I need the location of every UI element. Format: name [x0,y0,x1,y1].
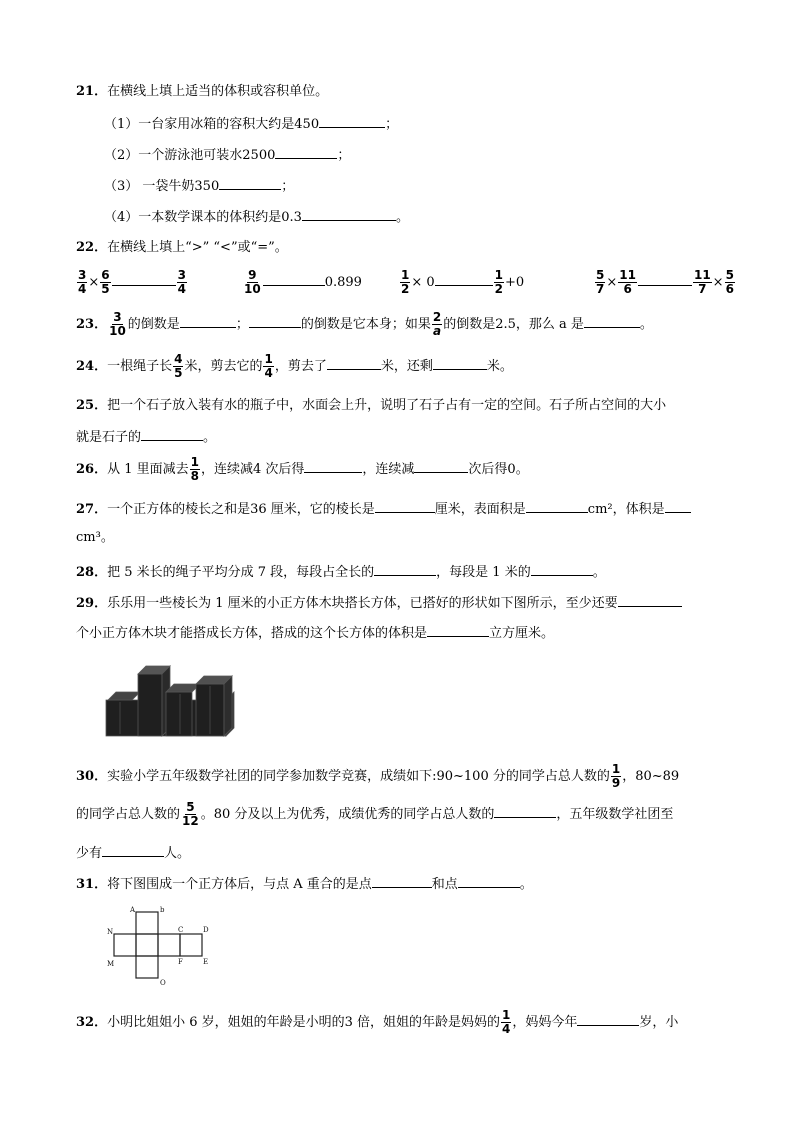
answer-blank[interactable] [327,355,381,370]
vertex-label-E: E [203,958,209,966]
q26-number: 26． [76,462,108,477]
q21-item-1 [104,113,398,135]
q22-compare-2 [242,266,362,300]
answer-blank[interactable] [414,458,468,473]
answer-blank[interactable] [141,426,203,441]
fraction: $\frac{1}{4}$ [502,1008,511,1036]
q27-number: 27． [76,502,108,517]
fraction: $\frac{3}{10}$ [109,310,126,338]
times-sign: × [606,275,618,290]
fraction: $\frac{5}{6}$ [725,268,734,296]
q21-item-2 [104,144,350,166]
q27-line-2: cm³。 [76,530,114,545]
fraction: $\frac{6}{5}$ [101,268,110,296]
answer-blank[interactable] [375,498,435,513]
fraction: $\frac{5}{7}$ [596,268,605,296]
fraction: $\frac{1}{9}$ [611,762,621,790]
fraction: $\frac{2}{a}$ [432,310,442,338]
answer-blank[interactable] [494,803,556,818]
q28-line: 28．把 5 米长的绳子平均分成 7 段，每段占全长的 ，每段是 1 米的 。 [76,561,606,583]
q22-compare-4 [594,266,736,300]
q31-line: 31．将下图围成一个正方体后，与点 A 重合的是点 和点 。 [76,873,533,895]
q21-stem: 在横线上填上适当的体积或容积单位。 [107,84,329,99]
q31-number: 31． [76,877,108,892]
answer-blank[interactable] [526,498,588,513]
q29-line-2: 个小正方体木块才能搭成长方体，搭成的这个长方体的体积是 立方厘米。 [76,622,554,644]
answer-blank[interactable] [618,592,682,607]
answer-blank[interactable] [302,206,396,221]
q21-item-2-text: （2）一个游泳池可装水2500 [104,148,276,163]
q32-number: 32． [76,1015,108,1030]
q21-item-1-end: ； [385,117,399,132]
times-zero: × 0 [411,275,435,290]
fraction: $\frac{11}{7}$ [693,268,711,296]
vertex-label-B: b [160,906,165,914]
fraction: $\frac{4}{5}$ [174,352,183,380]
q22-stem: 在横线上填上“>” “<”或“=”。 [107,240,288,255]
q21-item-4-end: 。 [395,210,409,225]
compare-blank[interactable] [638,271,692,286]
block-structure-figure [100,660,240,740]
answer-blank[interactable] [180,313,236,328]
answer-blank[interactable] [304,458,362,473]
answer-blank[interactable] [319,113,385,128]
q26-line: 26．从 1 里面减去 $\frac{1}{8}$ ，连续减4 次后得 ，连续减 次后得0。 [76,455,529,483]
q30-line-1: 30．实验小学五年级数学社团的同学参加数学竞赛，成绩如下:90~100 分的同学占总人数的 $\frac{1}{9}$ ，80~89 [76,762,680,790]
answer-blank[interactable] [458,873,520,888]
fraction: $\frac{5}{12}$ [182,800,199,828]
vertex-label-M: M [107,960,115,968]
q32-line: 32．小明比姐姐小 6 岁，姐姐的年龄是小明的3 倍，姐姐的年龄是妈妈的 $\frac{1}{4}$ ，妈妈今年 岁，小 [76,1008,679,1036]
q21-item-1-text: （1）一台家用冰箱的容积大约是450 [104,117,320,132]
q22-decimal: 0.899 [324,275,362,290]
q21-item-3-end: ； [281,179,295,194]
q30-number: 30． [76,769,108,784]
q29-line-1: 29．乐乐用一些棱长为 1 厘米的小正方体木块搭长方体，已搭好的形状如下图所示，至少还要 [76,592,682,614]
q21-item-3-text: （3） 一袋牛奶350 [104,179,220,194]
fraction: $\frac{1}{4}$ [264,352,273,380]
q21-item-4 [104,206,409,228]
answer-blank[interactable] [433,355,487,370]
q24-line: 24．一根绳子长 $\frac{4}{5}$ 米，剪去它的 $\frac{1}{4}$ ，剪去了 米，还剩 米。 [76,352,513,380]
q25-number: 25． [76,398,108,413]
q22-number: 22． [76,240,108,255]
answer-blank[interactable] [249,313,301,328]
q21-item-4-text: （4）一本数学课本的体积约是0.3 [104,210,302,225]
cube-net-figure [106,906,216,986]
vertex-label-F: F [178,958,183,966]
fraction: $\frac{1}{2}$ [494,268,504,296]
fraction: $\frac{11}{6}$ [619,268,636,296]
vertex-label-D: D [203,926,209,934]
q30-line-3: 少有 人。 [76,842,190,864]
plus-zero: +0 [505,275,525,290]
q21-stem-line [76,82,328,102]
q22-stem-line [76,238,288,258]
q25-line-2: 就是石子的 。 [76,426,216,448]
answer-blank[interactable] [374,561,436,576]
vertex-label-O: O [160,979,166,986]
answer-blank[interactable] [584,313,640,328]
compare-blank[interactable] [112,271,176,286]
q21-number: 21． [76,84,108,99]
q21-item-3 [104,175,294,197]
fraction: $\frac{1}{2}$ [401,268,410,296]
answer-blank[interactable] [427,622,489,637]
q21-item-2-end: ； [337,148,351,163]
q27-line-1: 27．一个正方体的棱长之和是36 厘米，它的棱长是 厘米，表面积是 cm²，体积是 [76,498,691,520]
answer-blank[interactable] [577,1011,639,1026]
q28-number: 28． [76,565,108,580]
answer-blank[interactable] [219,175,281,190]
q29-number: 29． [76,596,108,611]
fraction: $\frac{3}{4}$ [177,268,186,296]
answer-blank[interactable] [275,144,337,159]
vertex-label-C: C [178,926,184,934]
q24-number: 24． [76,359,108,374]
q22-compare-1 [76,266,188,300]
compare-blank[interactable] [263,271,325,286]
vertex-label-A: A [130,906,136,914]
fraction: $\frac{9}{10}$ [244,268,261,296]
answer-blank[interactable] [531,561,593,576]
q30-line-2: 的同学占总人数的 $\frac{5}{12}$ 。80 分及以上为优秀，成绩优秀的同学占总人数的 ，五年级数学社团至 [76,800,674,828]
fraction: $\frac{1}{8}$ [190,455,199,483]
times-sign: × [712,275,724,290]
compare-blank[interactable] [435,271,493,286]
q22-compare-3 [399,266,524,300]
answer-blank[interactable] [665,498,691,513]
answer-blank[interactable] [102,842,164,857]
times-sign: × [88,275,100,290]
answer-blank[interactable] [372,873,432,888]
q23-number: 23． [76,317,108,332]
q23-line: 23． $\frac{3}{10}$ 的倒数是 ； 的倒数是它本身；如果 $\frac{2}{a}$ 的倒数是2.5，那么 a 是 。 [76,310,653,338]
fraction: $\frac{3}{4}$ [78,268,87,296]
q25-line-1: 25．把一个石子放入装有水的瓶子中，水面会上升，说明了石子占有一定的空间。石子所占空间的大小 [76,398,667,413]
vertex-label-N: N [107,928,114,936]
